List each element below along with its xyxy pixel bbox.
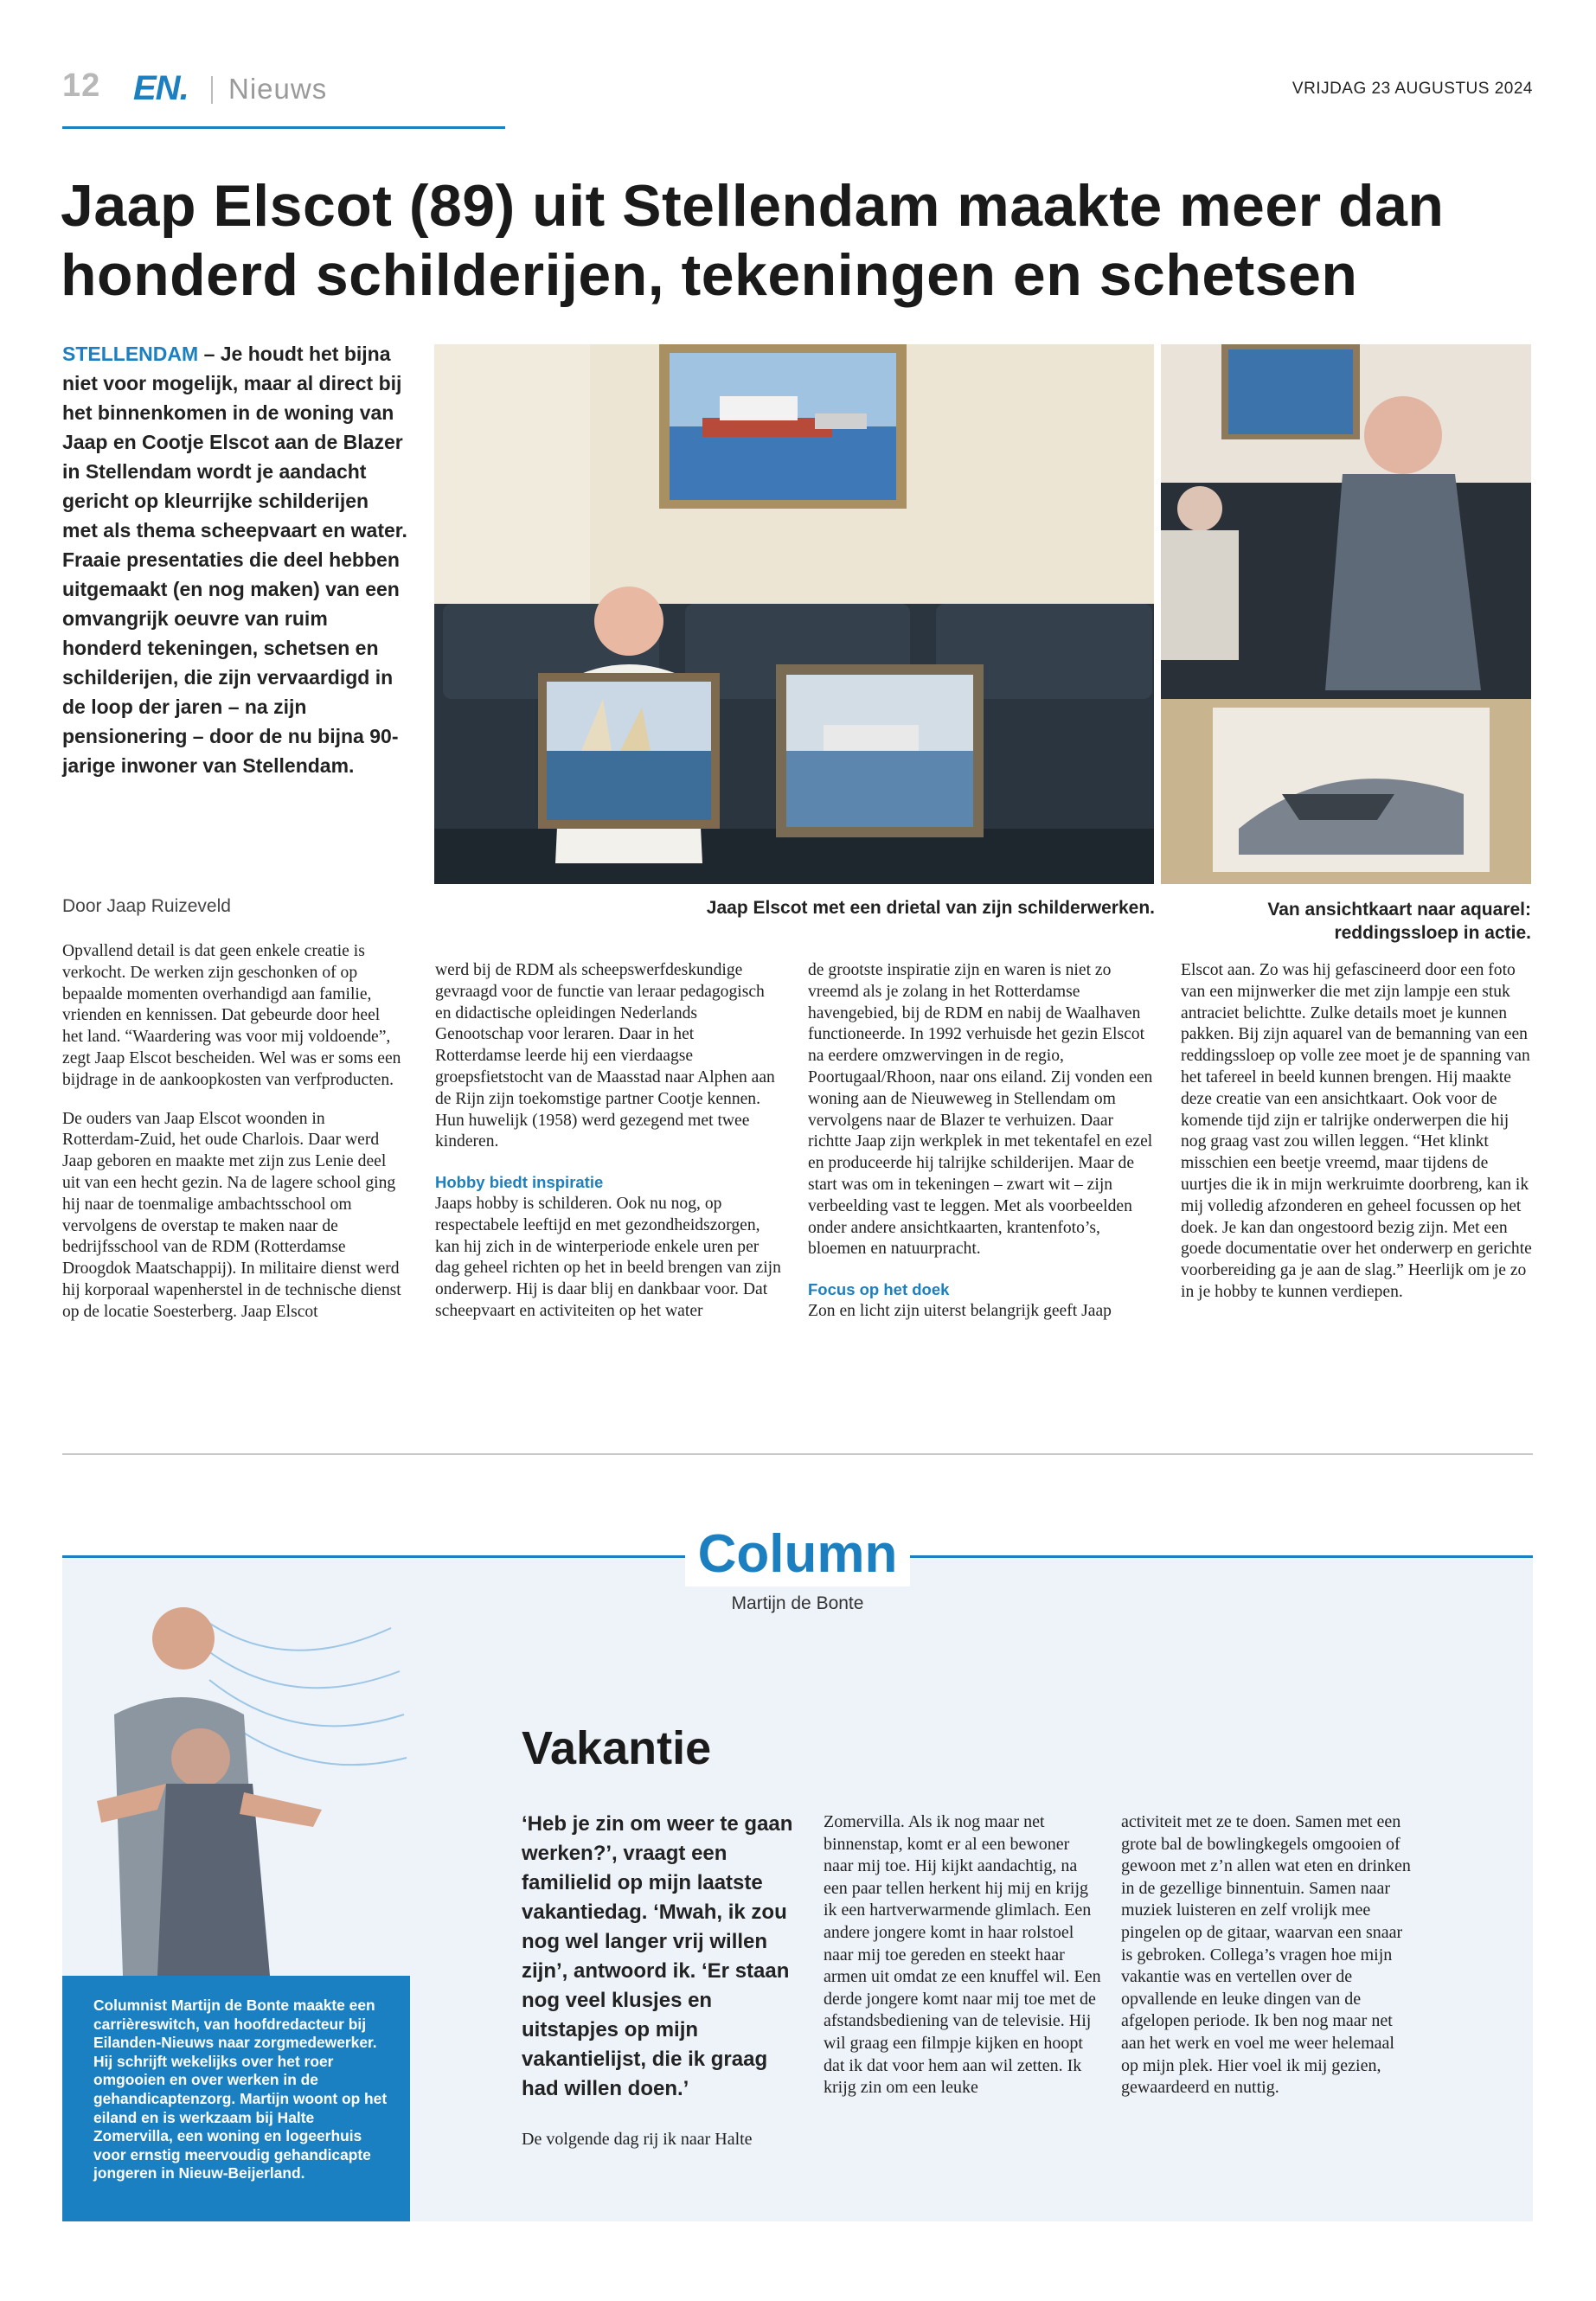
section-divider <box>62 1453 1533 1455</box>
article-column-3 <box>808 960 1157 1340</box>
photo-illustration <box>1161 344 1531 884</box>
issue-date: VRIJDAG 23 AUGUSTUS 2024 <box>1292 80 1533 98</box>
photo-caption-1: Jaap Elscot met een drietal van zijn schilderwerken. <box>706 898 1155 918</box>
photo-watercolor-lifeboat <box>1161 344 1531 884</box>
man-shirt <box>1325 474 1481 690</box>
article-column-4 <box>1181 960 1532 1321</box>
newspaper-logo: EN. <box>133 69 189 107</box>
paragraph: werd bij de RDM als scheepswerfdeskundige gevraagd voor de functie van leraar pedagogisch en didactische opleidingen Nederlands Genootschap voor leraren. Daar in het Rotterdamse leerde hij een vierdaagse groepsfietstocht van de Maasstad naar Alphen aan de Rijn zijn toekomstige partner Cootje kennen. Hun huwelijk (1958) werd gezegend met twee kinderen. <box>435 961 775 1151</box>
photo-illustration <box>62 1576 408 1976</box>
byline: Door Jaap Ruizeveld <box>62 896 231 916</box>
column-author: Martijn de Bonte <box>731 1593 864 1613</box>
article-lead <box>62 339 408 780</box>
header-divider <box>211 76 213 104</box>
photo-caption-2: Van ansichtkaart naar aquarel: reddingssloep in actie. <box>1267 900 1531 943</box>
paragraph: Opvallend detail is dat geen enkele creatie is verkocht. De werken zijn geschonken of op bepaalde momenten overhandigd aan familie, vrienden en kennissen. Dat gebeurde door heel het land. “Waardering was voor mij voldoende”, zegt Jaap Elscot bescheiden. Wel was er soms een bijdrage in de aankoopkosten van verfproducten. <box>62 942 401 1089</box>
columnist-bio: Columnist Martijn de Bonte maakte een carrièreswitch, van hoofdredacteur bij Eilanden-Nieuws naar zorgmedewerker. Hij schrijft wekelijks over het roer omgooien en over werken in de gehandicaptenzorg. Martijn woont op het eiland en is werkzaam bij Halte Zomervilla, een woning en logeerhuis voor ernstig meervoudig gehandicapte jongeren in Nieuw-Beijerland. <box>62 1976 410 2221</box>
resident-head <box>171 1728 230 1787</box>
page-number: 12 <box>62 67 101 104</box>
article-column-1 <box>62 941 403 1341</box>
article-headline: Jaap Elscot (89) uit Stellendam maakte meer dan honderd schilderijen, tekeningen en schetsen <box>61 173 1445 308</box>
dateline: STELLENDAM <box>62 343 199 365</box>
section-label: Nieuws <box>228 73 328 105</box>
paragraph: Jaaps hobby is schilderen. Ook nu nog, op respectabele leeftijd en met gezondheidszorgen, kan hij zich in de winterperiode enkele uren per dag geheel richten op het in beeld brengen van zijn onderwerp. Hij is daar blij en dankbaar voor. Dat scheepvaart en activiteiten op het water <box>435 1194 781 1320</box>
column-lead: ‘Heb je zin om weer te gaan werken?’, vraagt een familielid op mijn laatste vakantiedag. ‘Mwah, ik zou nog wel langer vrij willen zijn’, antwoord ik. ‘Er staan nog veel klusjes en uitstapjes op mijn vakantielijst, die ik graag had willen doen.’ <box>522 1812 793 2100</box>
paragraph: de grootste inspiratie zijn en waren is niet zo vreemd als je zolang in het Rotterdamse havengebied, bij de RDM en nabij de Waalhaven functioneerde. In 1992 verhuisde het gezin Elscot na eerdere omzwervingen in de regio, Poortugaal/Rhoon, naar ons eiland. Zij vonden een woning aan de Nieuweweg in Stellendam om vervolgens naar de Blazer te verhuizen. Daar richtte Jaap zijn werkplek in met tekentafel en ezel en produceerde hij talrijke schilderijen. Maar de start was om in tekeningen – zwart wit – zijn verbeelding vast te leggen. Met als voorbeelden onder andere ansichtkaarten, krantenfoto’s, bloemen en natuurpracht. <box>808 961 1153 1259</box>
column-label: Column <box>685 1522 910 1586</box>
paragraph: De ouders van Jaap Elscot woonden in Rotterdam-Zuid, het oude Charlois. Daar werd Jaap geboren en maakte met zijn zus Lenie deel uit van een hecht gezin. Na de lagere school ging hij naar de toenmalige ambachtsschool om vervolgens de overstap te maken naar de bedrijfsschool van de RDM (Rotterdamse Droogdok Maatschappij). In militaire dienst werd hij korporaal wapenherstel in de technische dienst op de locatie Soesterberg. Jaap Elscot <box>62 1109 401 1321</box>
woman-head <box>1177 486 1222 531</box>
columnist-photo <box>62 1576 408 1976</box>
subheading: Focus op het doek <box>808 1280 950 1299</box>
photo-illustration <box>434 344 1154 884</box>
columnist-head <box>152 1607 215 1670</box>
subheading: Hobby biedt inspiratie <box>435 1173 604 1192</box>
column-title: Vakantie <box>522 1722 712 1774</box>
photo-painter-with-paintings <box>434 344 1154 884</box>
article-column-2 <box>435 960 781 1340</box>
paragraph: Zon en licht zijn uiterst belangrijk geeft Jaap <box>808 1301 1112 1320</box>
man-head <box>594 586 663 656</box>
header-rule <box>62 126 505 129</box>
paragraph: Elscot aan. Zo was hij gefascineerd door een foto van een mijnwerker die met zijn lampje een stuk antraciet belichtte. Zulke details moet je kunnen pakken. Bij zijn aquarel van de bemanning van een reddingssloep op volle zee moet je de spanning van het tafereel in beeld kunnen brengen. Hij maakte deze creatie van een ansichtkaart. Ook voor de komende tijd zijn er talrijke onderwerpen die hij nog graag vast zou willen leggen. “Het klinkt misschien een beetje vreemd, maar tijdens de uurtjes die ik in mijn werkruimte doorbreng, kan ik mij volledig afzonderen en geheel focussen op het doek. Je kan dan ongestoord bezig zijn. Met een goede documentatie over het onderwerp en gerichte voorbereiding ga je aan de slag.” Heerlijk om je zo in je hobby te kunnen verdiepen. <box>1181 961 1532 1301</box>
column-paragraph: De volgende dag rij ik naar Halte <box>522 2130 753 2149</box>
lead-text: – Je houdt het bijna niet voor mogelijk, maar al direct bij het binnenkomen in de woning van Jaap en Cootje Elscot aan de Blazer in Stellendam wordt je aandacht gericht op kleurrijke schilderijen met als thema scheepvaart en water. Fraaie presentaties die deel hebben uitgemaakt (en nog maken) van een omvangrijk oeuvre van ruim honderd tekeningen, schetsen en schilderijen, die zijn vervaardigd in de loop der jaren – na zijn pensionering – door de nu bijna 90-jarige inwoner van Stellendam. <box>62 343 407 777</box>
page-header <box>62 67 1533 112</box>
man-head <box>1364 396 1442 474</box>
column-text-3: activiteit met ze te doen. Samen met een grote bal de bowlingkegels omgooien of gewoon met z’n allen wat eten en drinken in de gezellige binnentuin. Samen naar muziek luisteren en zelf vrolijk mee pingelen op de gitaar, waarvan een snaar is gebroken. Collega’s vragen hoe mijn vakantie was en vertellen over de opvallende en leuke dingen van de afgelopen periode. Ik ben nog maar net aan het werk en voel me weer helemaal op mijn plek. Hier voel ik mij gezien, gewaardeerd en nuttig. <box>1121 1812 1411 2098</box>
column-text-2: Zomervilla. Als ik nog maar net binnenstap, komt er al een bewoner naar mij toe. Hij kijkt aandachtig, na een paar tellen herkent hij mij en krijg ik een hartverwarmende glimlach. Een andere jongere komt in haar rolstoel naar mij toe gereden en steekt haar armen uit omdat ze een knuffel wil. Een derde jongere komt naar mij toe met de afstandsbediening van de televisie. Hij wil graag een filmpje kijken en hoopt dat ik dat voor hem aan wil zetten. Ik krijg zin om een leuke <box>824 1812 1101 2098</box>
